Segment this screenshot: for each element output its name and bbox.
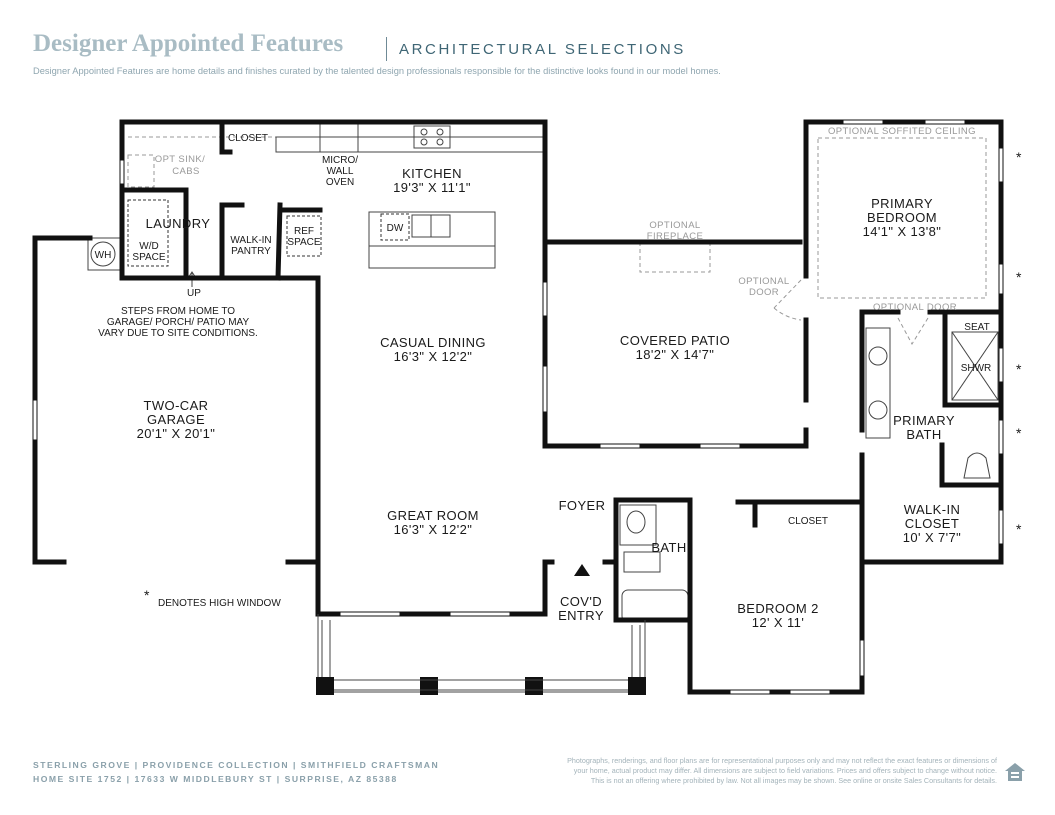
- covd-entry-name: COV'D: [559, 594, 603, 609]
- casual-dining-name: CASUAL DINING: [380, 335, 486, 350]
- opt-fireplace-label-2: FIREPLACE: [646, 231, 704, 242]
- primary-bath-name-2: BATH: [906, 427, 942, 442]
- laundry-name: LAUNDRY: [145, 216, 211, 231]
- covered-patio-name: COVERED PATIO: [619, 333, 731, 348]
- seat-label: SEAT: [964, 322, 990, 333]
- opt-door-label-2: DOOR: [748, 287, 780, 298]
- optional-fireplace-outline: [640, 242, 710, 272]
- up-label: UP: [187, 288, 201, 299]
- high-window-marker: *: [1016, 149, 1022, 165]
- bed2-closet-label: CLOSET: [787, 516, 829, 527]
- primary-vanity: [866, 328, 890, 438]
- ref-space-label-2: SPACE: [287, 237, 321, 248]
- pantry-label-2: PANTRY: [231, 246, 271, 257]
- entry-arrow-icon: [574, 564, 590, 576]
- steps-note-3: VARY DUE TO SITE CONDITIONS.: [98, 328, 258, 339]
- steps-note: STEPS FROM HOME TO: [120, 306, 236, 317]
- walk-in-closet-name-2: CLOSET: [904, 516, 960, 531]
- opt-door-label: OPTIONAL: [738, 276, 790, 287]
- bath-toilet: [624, 552, 660, 572]
- opt-sink-label: OPT SINK/: [154, 154, 206, 165]
- primary-bedroom-name-2: BEDROOM: [867, 210, 937, 225]
- optional-bath-door-swing: [898, 318, 928, 344]
- disclaimer-line-2: your home, actual product may differ. All dimensions are subject to field variations. Prices and offers subject to change without notice.: [573, 766, 997, 775]
- page-description: Designer Appointed Features are home details and finishes curated by the talented design professionals responsible for the distinctive looks found in our model homes.: [33, 66, 721, 76]
- primary-bedroom-name: PRIMARY: [871, 196, 933, 211]
- wd-space-label-2: SPACE: [132, 252, 166, 263]
- high-window-marker: *: [1016, 425, 1022, 441]
- disclaimer-line-3: This is not an offering where prohibited by law. Not all images may be shown. See online or onsite Sales Consultants for details.: [590, 776, 997, 785]
- porch-column: [628, 677, 646, 695]
- opt-fireplace-label: OPTIONAL: [649, 220, 701, 231]
- high-window-marker: *: [1016, 361, 1022, 377]
- bathtub: [622, 590, 688, 622]
- high-window-marker: *: [1016, 269, 1022, 285]
- kitchen-counter: [276, 137, 545, 152]
- primary-bedroom-dims: 14'1" X 13'8": [862, 224, 942, 239]
- walk-in-closet-name: WALK-IN: [903, 502, 961, 517]
- bedroom2-name: BEDROOM 2: [737, 601, 819, 616]
- micro-wall-oven-label: MICRO/: [321, 155, 359, 166]
- dw-label: DW: [386, 223, 404, 234]
- opt-sink-label-2: CABS: [172, 166, 200, 177]
- disclaimer-line-1: Photographs, renderings, and floor plans are for representational purposes only and may not reflect the exact features or dimensions of: [567, 756, 997, 765]
- great-room-dims: 16'3" X 12'2": [393, 522, 473, 537]
- footer-address: HOME SITE 1752 | 17633 W MIDDLEBURY ST | SURPRISE, AZ 85388: [33, 774, 398, 784]
- bedroom2-dims: 12' X 11': [751, 615, 805, 630]
- page-title: Designer Appointed Features: [33, 30, 344, 57]
- micro-wall-oven-label-2: WALL: [326, 166, 354, 177]
- covd-entry-name-2: ENTRY: [558, 608, 604, 623]
- legend-star: *: [144, 587, 150, 603]
- walk-in-closet-dims: 10' X 7'7": [902, 530, 962, 545]
- kitchen-name: KITCHEN: [402, 166, 462, 181]
- micro-wall-oven-label-3: OVEN: [325, 177, 355, 188]
- high-window-marker: *: [1016, 521, 1022, 537]
- footer-community: STERLING GROVE | PROVIDENCE COLLECTION | SMITHFIELD CRAFTSMAN: [33, 760, 440, 770]
- bath-name: BATH: [651, 540, 687, 555]
- wd-space-label: W/D: [139, 241, 159, 252]
- equal-housing-icon: [1004, 762, 1026, 782]
- opt-door-bath-label: OPTIONAL DOOR: [872, 302, 958, 313]
- closet-label: CLOSET: [227, 133, 269, 144]
- kitchen-dims: 19'3" X 11'1": [393, 180, 471, 195]
- steps-note-2: GARAGE/ PORCH/ PATIO MAY: [106, 317, 250, 328]
- garage-name-2: GARAGE: [146, 412, 206, 427]
- footer-disclaimer: [567, 756, 997, 786]
- primary-toilet: [964, 453, 990, 478]
- great-room-name: GREAT ROOM: [387, 508, 479, 523]
- ref-space-label: REF: [294, 226, 314, 237]
- pantry-label: WALK-IN: [230, 235, 272, 246]
- legend-text: DENOTES HIGH WINDOW: [158, 598, 281, 609]
- page-subtitle: ARCHITECTURAL SELECTIONS: [399, 41, 686, 58]
- water-heater-label: WH: [94, 250, 112, 261]
- shower-label: SHWR: [960, 363, 992, 374]
- casual-dining-dims: 16'3" X 12'2": [393, 349, 473, 364]
- foyer-name: FOYER: [558, 498, 606, 513]
- covered-patio-dims: 18'2" X 14'7": [635, 347, 715, 362]
- garage-dims: 20'1" X 20'1": [136, 426, 216, 441]
- porch-column: [316, 677, 334, 695]
- porch-columns: [316, 620, 646, 695]
- microwave-cabinet: [320, 124, 358, 152]
- primary-bath-name: PRIMARY: [893, 413, 955, 428]
- opt-soffited-ceiling-label: OPTIONAL SOFFITED CEILING: [828, 126, 976, 137]
- garage-name: TWO-CAR: [143, 398, 209, 413]
- optional-sink-outline: [128, 155, 154, 187]
